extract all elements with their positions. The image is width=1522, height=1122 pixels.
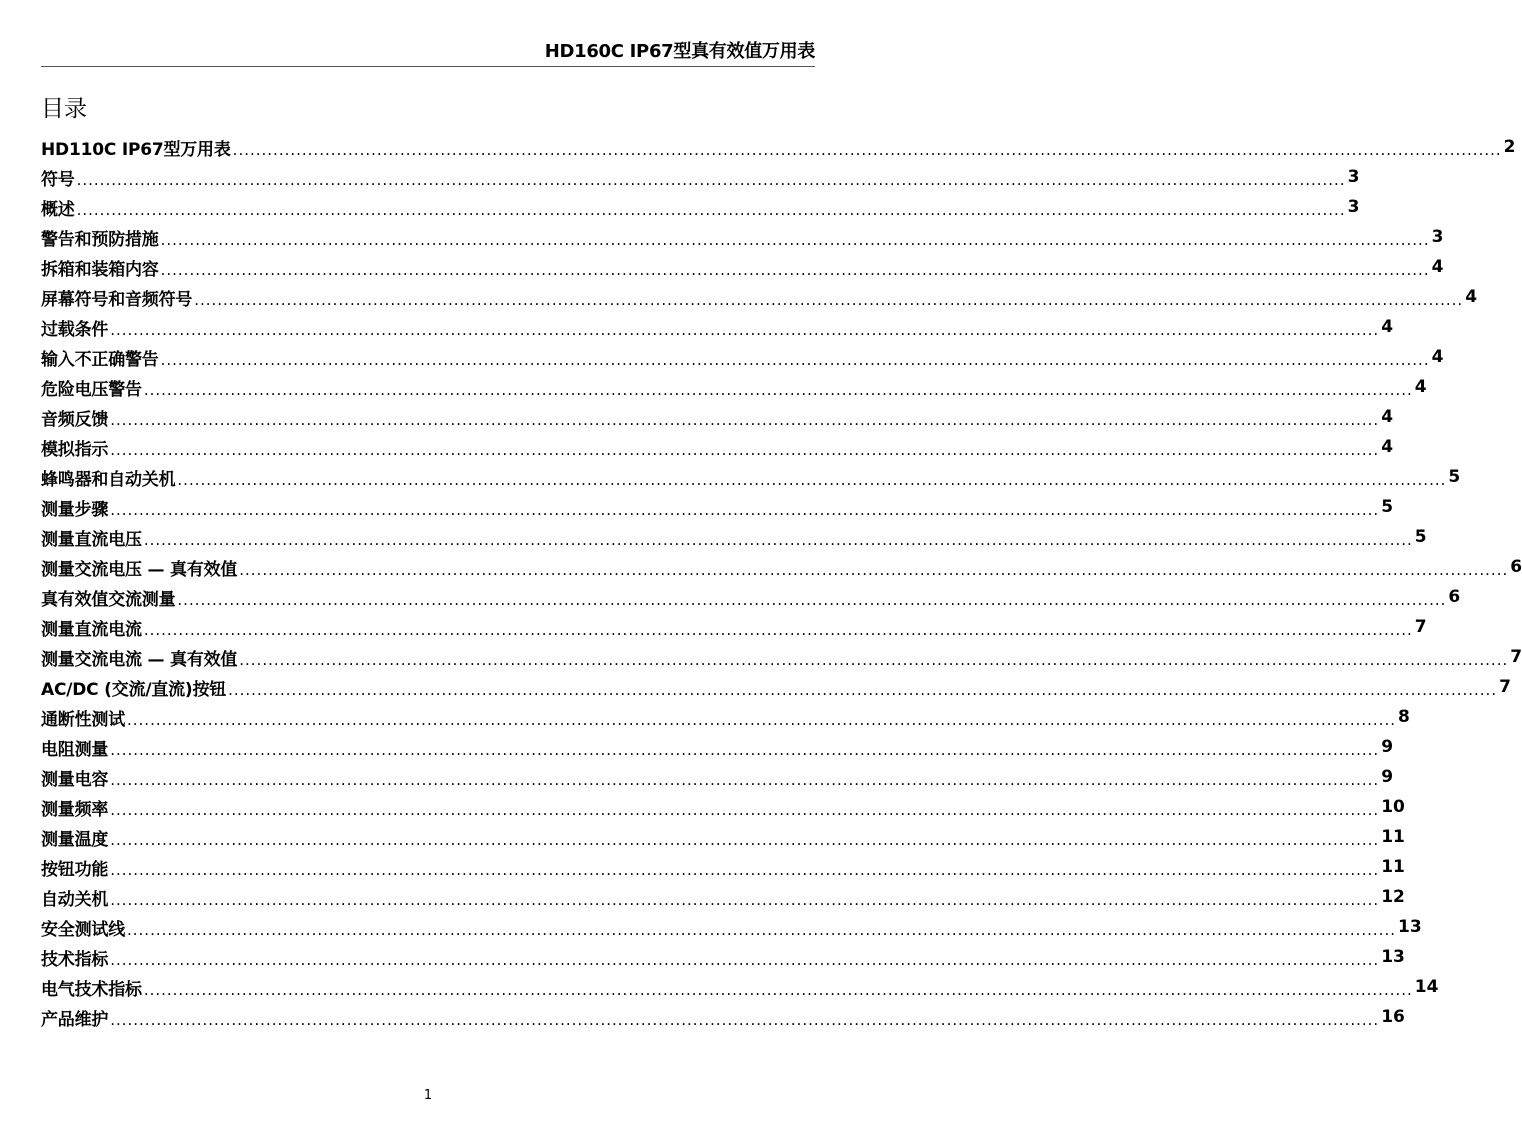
toc-entry-title: 测量交流电压 — 真有效值 <box>41 559 238 580</box>
toc-dot-leader: ............................................................................................................................................................................................................................ <box>143 981 1413 999</box>
toc-entry-page: 5 <box>1381 497 1394 517</box>
toc-entry-title: 测量步骤 <box>41 499 109 520</box>
toc-entry[interactable] <box>41 192 1360 222</box>
toc-entry-title: 警告和预防措施 <box>41 229 159 250</box>
toc-entry-page: 5 <box>1448 467 1461 487</box>
toc-dot-leader: ............................................................................................................................................................................................................................ <box>127 711 1396 729</box>
toc-entry-page: 4 <box>1381 437 1394 457</box>
toc-entry-title: 安全测试线 <box>41 919 125 940</box>
toc-entry[interactable] <box>41 1002 1405 1032</box>
toc-entry-title: 电气技术指标 <box>41 979 142 1000</box>
toc-dot-leader: ............................................................................................................................................................................................................................ <box>110 771 1380 789</box>
toc-dot-leader: ............................................................................................................................................................................................................................ <box>160 351 1430 369</box>
toc-entry-page: 12 <box>1381 887 1405 907</box>
toc-entry-page: 7 <box>1499 677 1511 697</box>
toc-entry[interactable] <box>41 852 1405 882</box>
toc-entry-title: 测量交流电流 — 真有效值 <box>41 649 238 670</box>
toc-entry-title: 危险电压警告 <box>41 379 142 400</box>
toc-entry-title: 音频反馈 <box>41 409 109 430</box>
toc-entry[interactable] <box>41 252 1444 282</box>
toc-entry-page: 14 <box>1414 977 1439 997</box>
toc-entry-page: 11 <box>1381 827 1405 847</box>
toc-dot-leader: ............................................................................................................................................................................................................................ <box>76 201 1346 219</box>
toc-entry-page: 4 <box>1414 377 1427 397</box>
toc-entry-title: 电阻测量 <box>41 739 109 760</box>
toc-entry-page: 5 <box>1414 527 1427 547</box>
toc-dot-leader: ............................................................................................................................................................................................................................ <box>143 531 1413 549</box>
toc-heading: 目录 <box>41 96 87 122</box>
toc-dot-leader: ............................................................................................................................................................................................................................ <box>110 951 1380 969</box>
toc-entry-page: 9 <box>1381 767 1394 787</box>
toc-dot-leader: ............................................................................................................................................................................................................................ <box>110 891 1380 909</box>
page-footer <box>0 1088 856 1103</box>
toc-dot-leader: ............................................................................................................................................................................................................................ <box>110 741 1380 759</box>
toc-entry-title: 模拟指示 <box>41 439 109 460</box>
toc-entry-page: 3 <box>1347 167 1360 187</box>
toc-entry-page: 7 <box>1510 647 1522 667</box>
toc-entry-page: 8 <box>1397 707 1410 727</box>
toc-dot-leader: ............................................................................................................................................................................................................................ <box>110 501 1380 519</box>
toc-entry-page: 4 <box>1431 347 1444 367</box>
toc-dot-leader: ............................................................................................................................................................................................................................ <box>239 651 1509 669</box>
toc-entry[interactable] <box>41 132 1516 162</box>
toc-entry-page: 7 <box>1414 617 1427 637</box>
toc-entry-title: 测量频率 <box>41 799 109 820</box>
toc-entry-title: 屏幕符号和音频符号 <box>41 289 193 310</box>
toc-dot-leader: ............................................................................................................................................................................................................................ <box>76 171 1346 189</box>
toc-entry-title: 符号 <box>41 169 75 190</box>
toc-entry-title: 概述 <box>41 199 75 220</box>
toc-entry[interactable] <box>41 972 1439 1002</box>
toc-entry[interactable] <box>41 612 1427 642</box>
toc-entry-page: 4 <box>1431 257 1444 277</box>
toc-entry[interactable] <box>41 312 1394 342</box>
toc-entry[interactable] <box>41 552 1522 582</box>
toc-entry-page: 13 <box>1397 917 1422 937</box>
toc-entry-title: HD110C IP67型万用表 <box>41 139 231 160</box>
toc-dot-leader: ............................................................................................................................................................................................................................ <box>232 141 1502 159</box>
toc-dot-leader: ............................................................................................................................................................................................................................ <box>177 471 1447 489</box>
toc-entry-title: 测量温度 <box>41 829 109 850</box>
toc-dot-leader: ............................................................................................................................................................................................................................ <box>239 561 1509 579</box>
toc-entry[interactable] <box>41 342 1444 372</box>
toc-entry-page: 3 <box>1431 227 1444 247</box>
toc-entry[interactable] <box>41 672 1511 702</box>
toc-entry[interactable] <box>41 642 1522 672</box>
toc-entry-page: 4 <box>1381 407 1394 427</box>
table-of-contents <box>41 132 1522 1032</box>
document-title: HD160C IP67型真有效值万用表 <box>544 41 815 62</box>
toc-entry[interactable] <box>41 912 1422 942</box>
toc-entry-page: 3 <box>1347 197 1360 217</box>
toc-entry[interactable] <box>41 522 1427 552</box>
toc-entry-title: 技术指标 <box>41 949 109 970</box>
toc-dot-leader: ............................................................................................................................................................................................................................ <box>110 831 1380 849</box>
toc-entry-page: 4 <box>1465 287 1478 307</box>
toc-entry-title: 测量直流电流 <box>41 619 142 640</box>
toc-entry[interactable] <box>41 882 1405 912</box>
toc-entry-title: 蜂鸣器和自动关机 <box>41 469 176 490</box>
toc-dot-leader: ............................................................................................................................................................................................................................ <box>143 381 1413 399</box>
toc-dot-leader: ............................................................................................................................................................................................................................ <box>177 591 1447 609</box>
toc-entry[interactable] <box>41 462 1461 492</box>
toc-entry[interactable] <box>41 222 1444 252</box>
toc-entry-page: 9 <box>1381 737 1394 757</box>
toc-entry-page: 6 <box>1510 557 1522 577</box>
toc-dot-leader: ............................................................................................................................................................................................................................ <box>228 681 1498 699</box>
toc-entry-title: 自动关机 <box>41 889 109 910</box>
toc-entry[interactable] <box>41 822 1405 852</box>
toc-entry[interactable] <box>41 402 1394 432</box>
toc-dot-leader: ............................................................................................................................................................................................................................ <box>110 1011 1380 1029</box>
toc-dot-leader: ............................................................................................................................................................................................................................ <box>127 921 1396 939</box>
toc-dot-leader: ............................................................................................................................................................................................................................ <box>110 861 1380 879</box>
toc-entry[interactable] <box>41 432 1394 462</box>
toc-dot-leader: ............................................................................................................................................................................................................................ <box>143 621 1413 639</box>
toc-entry[interactable] <box>41 732 1394 762</box>
toc-entry-page: 16 <box>1381 1007 1405 1027</box>
toc-entry-title: 测量直流电压 <box>41 529 142 550</box>
page-number: 1 <box>423 1088 433 1103</box>
toc-entry-title: 真有效值交流测量 <box>41 589 176 610</box>
toc-entry[interactable] <box>41 762 1394 792</box>
toc-entry-title: 通断性测试 <box>41 709 125 730</box>
toc-entry-page: 2 <box>1503 137 1516 157</box>
toc-entry-title: 测量电容 <box>41 769 109 790</box>
toc-dot-leader: ............................................................................................................................................................................................................................ <box>160 261 1430 279</box>
toc-dot-leader: ............................................................................................................................................................................................................................ <box>110 321 1380 339</box>
toc-entry-page: 10 <box>1381 797 1405 817</box>
toc-entry-title: 按钮功能 <box>41 859 109 880</box>
toc-entry-page: 13 <box>1381 947 1405 967</box>
toc-entry-page: 6 <box>1448 587 1461 607</box>
toc-entry[interactable] <box>41 492 1394 522</box>
toc-entry[interactable] <box>41 582 1461 612</box>
toc-entry[interactable] <box>41 162 1360 192</box>
toc-dot-leader: ............................................................................................................................................................................................................................ <box>110 411 1380 429</box>
toc-entry-page: 4 <box>1381 317 1394 337</box>
toc-entry-page: 11 <box>1381 857 1405 877</box>
toc-dot-leader: ............................................................................................................................................................................................................................ <box>194 291 1464 309</box>
toc-entry-title: 输入不正确警告 <box>41 349 159 370</box>
toc-entry-title: 过载条件 <box>41 319 109 340</box>
toc-entry[interactable] <box>41 282 1478 312</box>
toc-entry-title: AC/DC (交流/直流)按钮 <box>41 679 227 700</box>
toc-entry[interactable] <box>41 372 1427 402</box>
page-header <box>41 40 815 67</box>
toc-dot-leader: ............................................................................................................................................................................................................................ <box>110 441 1380 459</box>
toc-dot-leader: ............................................................................................................................................................................................................................ <box>110 801 1380 819</box>
toc-entry-title: 拆箱和装箱内容 <box>41 259 159 280</box>
toc-dot-leader: ............................................................................................................................................................................................................................ <box>160 231 1430 249</box>
toc-entry[interactable] <box>41 792 1405 822</box>
toc-entry[interactable] <box>41 942 1405 972</box>
toc-entry-title: 产品维护 <box>41 1009 109 1030</box>
toc-entry[interactable] <box>41 702 1410 732</box>
